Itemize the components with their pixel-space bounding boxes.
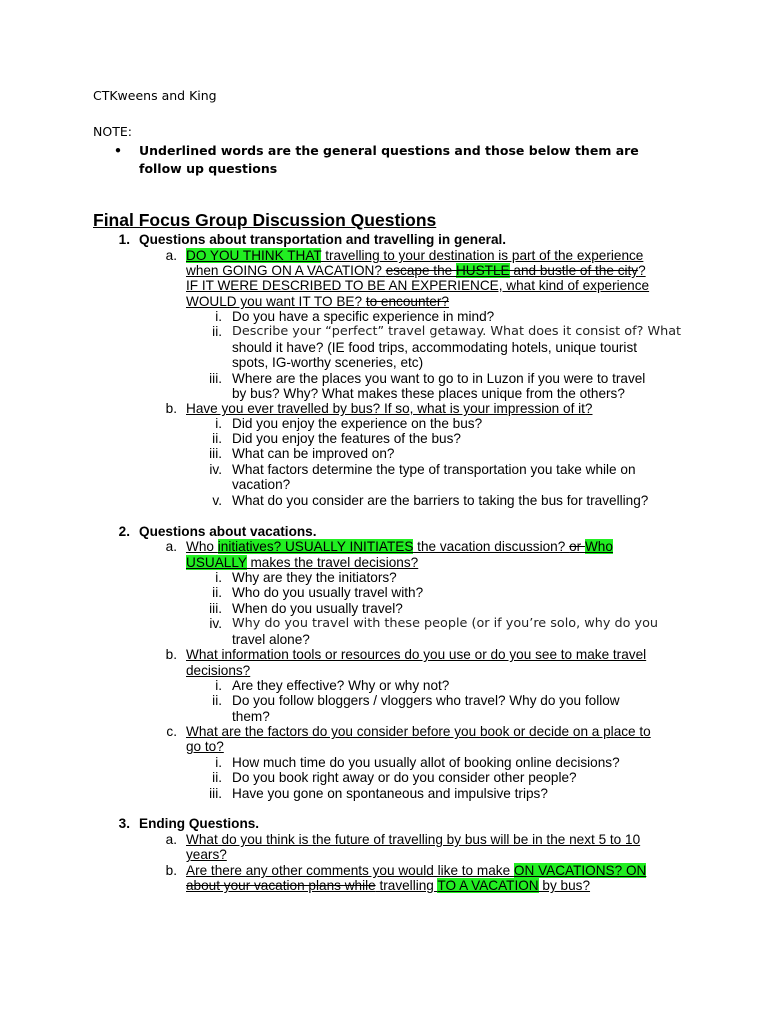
sub-question: Who do you usually travel with? (232, 585, 424, 600)
sub-number: i. (215, 755, 222, 770)
sub-number: ii. (212, 585, 222, 600)
sub-question: Why are they the initiators? (232, 570, 397, 585)
sub-number: i. (215, 309, 222, 324)
question-line: go to? (186, 739, 224, 754)
sub-question: What factors determine the type of transportation you take while on (232, 462, 636, 477)
item-letter: b. (165, 647, 177, 662)
section-number: 1. (118, 232, 130, 247)
section-title: Questions about vacations. (139, 524, 317, 539)
item-letter: a. (165, 248, 177, 263)
item-letter: c. (166, 724, 177, 739)
authors-line: CTKweens and King (93, 88, 217, 103)
question-line: when GOING ON A VACATION? escape the HUSTLE and bustle of the city? (186, 263, 646, 278)
sub-question: Describe your “perfect” travel getaway. What does it consist of? What (232, 324, 682, 339)
sub-number: i. (215, 416, 222, 431)
item-letter: b. (165, 401, 177, 416)
sub-number: i. (215, 678, 222, 693)
section-title: Ending Questions. (139, 816, 260, 831)
sub-question: Did you enjoy the experience on the bus? (232, 416, 483, 431)
sub-number: iii. (209, 371, 222, 386)
sub-question: spots, IG-worthy sceneries, etc) (232, 355, 424, 370)
question-line: What information tools or resources do you use or do you see to make travel (186, 647, 647, 662)
question-line: decisions? (186, 663, 251, 678)
question-line: What do you think is the future of travelling by bus will be in the next 5 to 10 (186, 832, 641, 847)
sub-question: travel alone? (232, 632, 310, 647)
question-line: What are the factors do you consider before you book or decide on a place to (186, 724, 651, 739)
sub-question: them? (232, 709, 270, 724)
sub-question: Are they effective? Why or why not? (232, 678, 450, 693)
item-letter: b. (165, 863, 177, 878)
sub-number: iii. (209, 601, 222, 616)
question-line: about your vacation plans while travelling TO A VACATION by bus? (186, 878, 591, 893)
sub-number: iv. (209, 462, 222, 477)
question-line: Are there any other comments you would like to make ON VACATIONS? ON (186, 863, 647, 878)
sub-question: Do you book right away or do you consider other people? (232, 770, 577, 785)
sub-number: iv. (209, 616, 222, 631)
sub-number: ii. (212, 770, 222, 785)
sub-number: iii. (209, 446, 222, 461)
sub-question: Do you follow bloggers / vloggers who travel? Why do you follow (232, 693, 620, 708)
sub-question: Did you enjoy the features of the bus? (232, 431, 461, 446)
document-title: Final Focus Group Discussion Questions (93, 210, 437, 230)
note-text: Underlined words are the general questions and those below them are follow up questions (139, 143, 639, 176)
question-line: Have you ever travelled by bus? If so, what is your impression of it? (186, 401, 593, 416)
sub-question: Where are the places you want to go to in Luzon if you were to travel (232, 371, 646, 386)
question-line: Who initiatives? USUALLY INITIATES the vacation discussion? or Who (186, 539, 613, 554)
question-line: USUALLY makes the travel decisions? (186, 555, 419, 570)
question-line: IF IT WERE DESCRIBED TO BE AN EXPERIENCE, what kind of experience (186, 278, 650, 293)
bullet-icon: • (114, 143, 122, 158)
note-label: NOTE: (93, 124, 132, 139)
sub-question: by bus? Why? What makes these places unique from the others? (232, 386, 625, 401)
sub-number: ii. (212, 693, 222, 708)
sub-number: iii. (209, 786, 222, 801)
sub-question: When do you usually travel? (232, 601, 403, 616)
sub-question: What do you consider are the barriers to taking the bus for travelling? (232, 493, 649, 508)
sub-question: should it have? (IE food trips, accommodating hotels, unique tourist (232, 340, 638, 355)
item-letter: a. (165, 832, 177, 847)
sub-number: i. (215, 570, 222, 585)
sub-question: Have you gone on spontaneous and impulsive trips? (232, 786, 548, 801)
sub-number: ii. (212, 324, 222, 339)
question-line: years? (186, 847, 227, 862)
sub-question: Why do you travel with these people (or if you’re solo, why do you (232, 616, 659, 631)
sub-question: vacation? (232, 477, 291, 492)
sub-question: Do you have a specific experience in mind? (232, 309, 495, 324)
section-number: 2. (118, 524, 130, 539)
sub-question: What can be improved on? (232, 446, 395, 461)
question-line: DO YOU THINK THAT travelling to your destination is part of the experience (186, 248, 644, 263)
sub-question: How much time do you usually allot of booking online decisions? (232, 755, 620, 770)
section-title: Questions about transportation and travelling in general. (139, 232, 507, 247)
question-line: WOULD you want IT TO BE? to encounter? (186, 294, 449, 309)
sub-number: ii. (212, 431, 222, 446)
section-number: 3. (118, 816, 130, 831)
sub-number: v. (212, 493, 222, 508)
item-letter: a. (165, 539, 177, 554)
